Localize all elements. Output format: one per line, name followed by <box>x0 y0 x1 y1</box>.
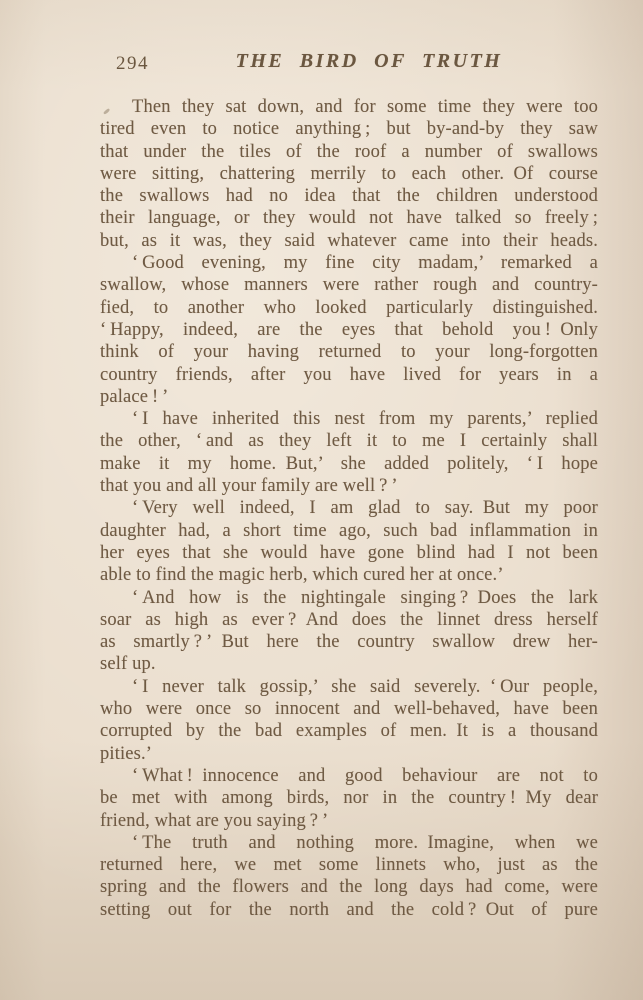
text-line: ‘ Very well indeed, I am glad to say. But my poor <box>132 498 598 519</box>
paragraph <box>100 408 598 497</box>
text-line: be met with among birds, nor in the country ! My dear <box>100 788 598 809</box>
paragraph <box>100 587 598 676</box>
text-line: pities.’ <box>100 743 153 764</box>
paragraph <box>100 832 598 921</box>
text-line: tired even to notice anything ; but by-and-by they saw <box>100 119 598 140</box>
text-line: who were once so innocent and well-behaved, have been <box>100 699 598 720</box>
text-line: setting out for the north and the cold ? Out of pure <box>100 899 598 920</box>
text-line: friend, what are you saying ? ’ <box>100 810 329 831</box>
paragraph <box>100 96 598 252</box>
text-line: ‘ Good evening, my fine city madam,’ remarked a <box>132 253 598 274</box>
text-line: make it my home. But,’ she added politely, ‘ I hope <box>100 453 598 474</box>
text-line: swallow, whose manners were rather rough and country- <box>100 275 598 296</box>
text-line: fied, to another who looked particularly distinguished. <box>100 297 598 318</box>
text-line: were sitting, chattering merrily to each other. Of course <box>100 163 598 184</box>
text-line: that you and all your family are well ? ’ <box>100 476 398 497</box>
paragraph <box>100 676 598 765</box>
text-line: the other, ‘ and as they left it to me I certainly shall <box>100 431 598 452</box>
page-number: 294 <box>116 53 149 74</box>
text-line: Then they sat down, and for some time they were too <box>132 97 598 117</box>
text-line: that under the tiles of the roof a number of swallows <box>100 141 598 162</box>
text-line: ‘ I never talk gossip,’ she said severely. ‘ Our people, <box>132 676 598 697</box>
paragraph <box>100 765 598 832</box>
text-line: their language, or they would not have talked so freely ; <box>100 208 598 229</box>
text-line: ‘ What ! innocence and good behaviour are not to <box>132 765 598 786</box>
paragraph <box>100 497 598 586</box>
text-line: able to find the magic herb, which cured her at once.’ <box>100 565 504 586</box>
text-line: country friends, after you have lived for years in a <box>100 364 598 385</box>
text-line: self up. <box>100 654 156 675</box>
text-line: the swallows had no idea that the children understood <box>100 186 598 207</box>
text-line: ‘ Happy, indeed, are the eyes that behold you ! Only <box>100 319 598 340</box>
text-line: soar as high as ever ? And does the linnet dress herself <box>100 609 598 630</box>
text-line: ‘ I have inherited this nest from my parents,’ replied <box>132 409 598 430</box>
text-line: her eyes that she would have gone blind had I not been <box>100 542 598 563</box>
text-line: spring and the flowers and the long days had come, were <box>100 877 598 898</box>
text-line: ‘ The truth and nothing more. Imagine, when we <box>132 832 598 853</box>
text-line: as smartly ? ’ But here the country swallow drew her- <box>100 632 598 653</box>
text-line: ‘ And how is the nightingale singing ? Does the lark <box>132 587 598 608</box>
running-head <box>100 50 598 80</box>
text-line: corrupted by the bad examples of men. It is a thousand <box>100 721 598 742</box>
running-title: THE BIRD OF TRUTH <box>235 50 503 72</box>
text-line: palace ! ’ <box>100 386 169 407</box>
text-line: daughter had, a short time ago, such bad inflammation in <box>100 520 598 541</box>
paragraph <box>100 252 598 408</box>
page-text <box>100 96 598 921</box>
text-line: but, as it was, they said whatever came into their heads. <box>100 230 598 251</box>
text-line: think of your having returned to your long-forgotten <box>100 342 598 363</box>
text-line: returned here, we met some linnets who, just as the <box>100 855 598 876</box>
